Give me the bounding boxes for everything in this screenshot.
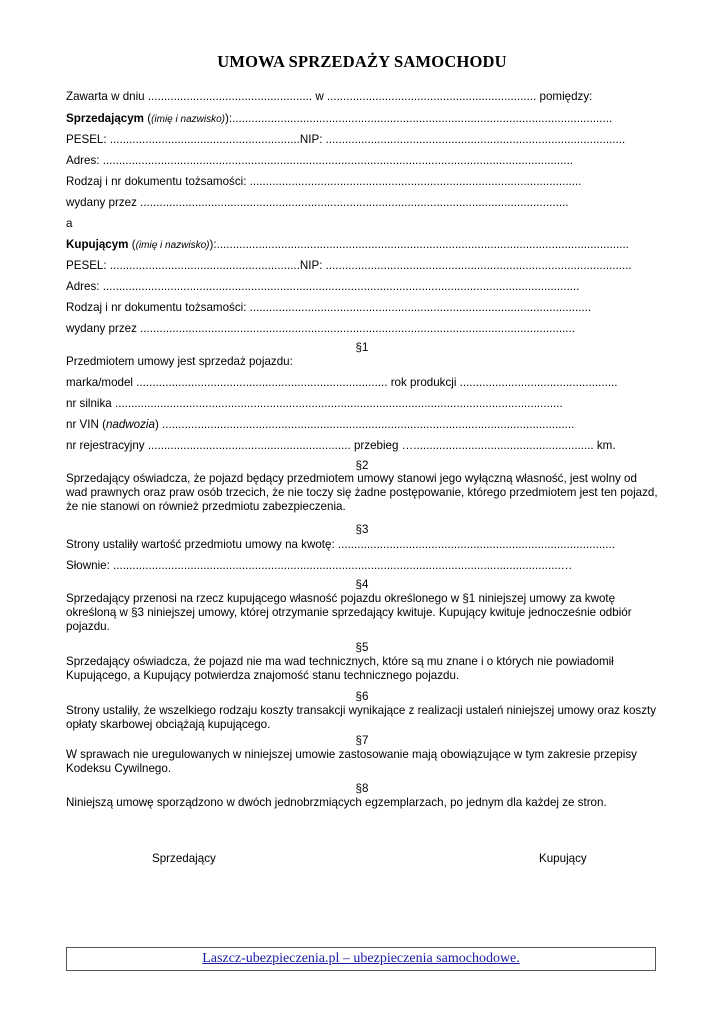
contract-date-line: Zawarta w dniu ................................................... w ................................................................. pomiędzy: [66, 90, 593, 103]
section-1-heading: §1 [355, 341, 369, 354]
vin-line [66, 418, 660, 432]
section-6-text: Strony ustaliły, że wszelkiego rodzaju koszty transakcji wynikające z realizacji ustaleń niniejszej umowy oraz koszty opłaty skarbowej obciążają kupującego. [66, 704, 657, 732]
buyer-name-dots: :................................................................................................................................ [213, 238, 629, 251]
seller-name-line: Sprzedającym ((imię i nazwisko)):...................................................................................................................... [66, 112, 613, 125]
buyer-issued-by-line: wydany przez ....................................................................................................................................... [66, 322, 575, 335]
section-7-heading: §7 [355, 734, 369, 747]
section-2-text: Sprzedający oświadcza, że pojazd będący przedmiotem umowy stanowi jego wyłączną własność, jest wolny od wad prawnych oraz praw osób trzecich, że nie toczy się żadne postępowanie, którego przedmiotem jest ten pojazd, że nie stanowi on również przedmiotu zabezpieczenia. [66, 472, 658, 514]
seller-address-line: Adres: .................................................................................................................................................. [66, 154, 574, 167]
engine-number-line: nr silnika ........................................................................................................................................... [66, 397, 563, 410]
vehicle-make-line: marka/model .............................................................................. rok produkcji ................................................. [66, 376, 618, 389]
seller-id-doc-line: Rodzaj i nr dokumentu tożsamości: ....................................................................................................... [66, 175, 582, 188]
vin-hint: nadwozia [105, 418, 155, 431]
section-8-heading: §8 [355, 782, 369, 795]
buyer-name-line: Kupującym ((imię i nazwisko)):................................................................................................................................ [66, 238, 629, 251]
buyer-address-line: Adres: .................................................................................................................................................... [66, 280, 580, 293]
seller-signature-label: Sprzedający [152, 852, 216, 865]
seller-name-dots: :...................................................................................................................... [228, 112, 613, 125]
seller-label: Sprzedającym [66, 112, 144, 125]
vin-dots: ) ................................................................................................................................ [154, 418, 575, 431]
seller-issued-by-line: wydany przez ..................................................................................................................................... [66, 196, 569, 209]
seller-pesel-line: PESEL: ...........................................................NIP: ............................................................................................. [66, 133, 626, 146]
section-1-intro: Przedmiotem umowy jest sprzedaż pojazdu: [66, 355, 293, 368]
buyer-id-doc-line: Rodzaj i nr dokumentu tożsamości: .......................................................................................................... [66, 301, 592, 314]
section-3-heading: §3 [355, 523, 369, 536]
vin-label: nr VIN ( [66, 418, 106, 431]
buyer-label: Kupującym [66, 238, 129, 251]
price-in-words-line: Słownie: ...........................................................................................................................................… [66, 559, 573, 572]
section-4-text: Sprzedający przenosi na rzecz kupującego własność pojazdu określonego w §1 niniejszej umowy za kwotę określoną w §3 niniejszej umowy, której otrzymanie sprzedający kwituje. Kupujący kwituje jednocześnie odbiór pojazdu. [66, 592, 632, 634]
price-line: Strony ustaliły wartość przedmiotu umowy na kwotę: ...................................................................................... [66, 538, 615, 551]
buyer-signature-label: Kupujący [539, 852, 587, 865]
document-title: UMOWA SPRZEDAŻY SAMOCHODU [217, 52, 507, 71]
section-5-heading: §5 [355, 641, 369, 654]
buyer-label-hint: (imię i nazwisko) [135, 240, 210, 251]
seller-label-hint: (imię i nazwisko) [151, 114, 225, 125]
section-7-text: W sprawach nie uregulowanych w niniejszej umowie zastosowanie mają obowiązujące w tym zakresie przepisy Kodeksu Cywilnego. [66, 748, 637, 776]
section-2-heading: §2 [355, 459, 369, 472]
section-8-text: Niniejszą umowę sporządzono w dwóch jednobrzmiących egzemplarzach, po jednym dla każdej ze stron. [66, 796, 607, 809]
footer-link[interactable]: Laszcz-ubezpieczenia.pl – ubezpieczenia samochodowe. [202, 951, 520, 966]
buyer-pesel-line: PESEL: ...........................................................NIP: ............................................................................................... [66, 259, 632, 272]
footer-box [66, 947, 656, 971]
section-6-heading: §6 [355, 690, 369, 703]
registration-mileage-line: nr rejestracyjny ............................................................... przebieg …........................................................ km. [66, 439, 616, 452]
section-4-heading: §4 [355, 578, 369, 591]
section-5-text: Sprzedający oświadcza, że pojazd nie ma wad technicznych, które są mu znane i o których nie powiadomił Kupującego, a Kupujący potwierdza znajomość stanu technicznego pojazdu. [66, 655, 614, 683]
and-connector: a [66, 217, 73, 230]
